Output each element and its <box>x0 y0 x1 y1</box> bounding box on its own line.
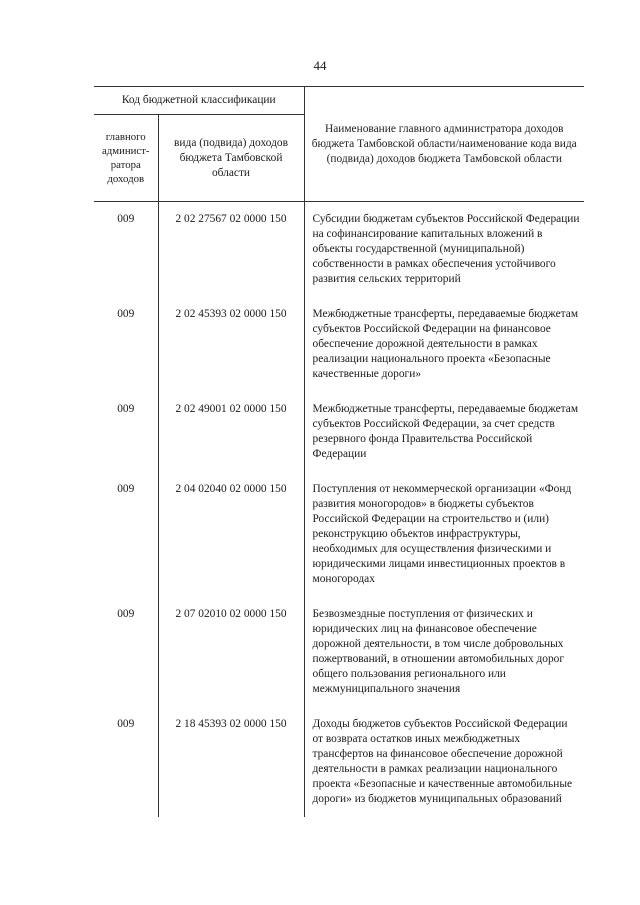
income-code-cell: 2 07 02010 02 0000 150 <box>158 597 304 707</box>
page-number: 44 <box>313 58 327 73</box>
header-name-column: Наименование главного администратора доходов бюджета Тамбовской области/наименование кода вида (подвида) доходов бюджета Тамбовской области <box>304 87 584 202</box>
admin-code-cell: 009 <box>94 472 158 597</box>
table-row <box>94 597 584 707</box>
header-admin-column: главного админист-ратора доходов <box>94 115 158 202</box>
header-classification-group: Код бюджетной классификации <box>94 87 304 115</box>
table-row <box>94 707 584 817</box>
table-row <box>94 202 584 298</box>
income-code-cell: 2 18 45393 02 0000 150 <box>158 707 304 817</box>
admin-code-cell: 009 <box>94 297 158 392</box>
description-cell: Поступления от некоммерческой организации «Фонд развития моногородов» в бюджеты субъектов Российской Федерации на строительство и (или) реконструкцию объектов инфраструктуры, необходимых для осуществления физическими и юридическими лицами инвестиционных проектов в моногородах <box>312 483 572 585</box>
table-row <box>94 472 584 597</box>
description-cell: Межбюджетные трансферты, передаваемые бюджетам субъектов Российской Федерации на финансовое обеспечение дорожной деятельности в рамках реализации национального проекта «Безопасные качественные дороги» <box>312 308 579 380</box>
header-row-top <box>94 87 584 115</box>
description-cell: Субсидии бюджетам субъектов Российской Федерации на софинансирование капитальных вложений в объекты государственной (муниципальной) собственности в рамках обеспечения устойчивого развития сельских территорий <box>312 213 580 285</box>
budget-classification-table <box>94 86 584 817</box>
admin-code-cell: 009 <box>94 202 158 298</box>
income-code-cell: 2 02 45393 02 0000 150 <box>158 297 304 392</box>
admin-code-cell: 009 <box>94 707 158 817</box>
table-row <box>94 392 584 472</box>
header-code-column: вида (подвида) доходов бюджета Тамбовской области <box>158 115 304 202</box>
income-code-cell: 2 02 49001 02 0000 150 <box>158 392 304 472</box>
description-cell: Безвозмездные поступления от физических и юридических лиц на финансовое обеспечение дорожной деятельности, в том числе добровольных пожертвований, в отношении автомобильных дорог общего пользования регионального или межмуниципального значения <box>312 608 565 695</box>
admin-code-cell: 009 <box>94 597 158 707</box>
description-cell: Доходы бюджетов субъектов Российской Федерации от возврата остатков иных межбюджетных трансфертов на финансовое обеспечение дорожной деятельности в рамках реализации национального проекта «Безопасные и качественные автомобильные дороги» из бюджетов муниципальных образований <box>312 718 573 805</box>
table-row <box>94 297 584 392</box>
income-code-cell: 2 04 02040 02 0000 150 <box>158 472 304 597</box>
description-cell: Межбюджетные трансферты, передаваемые бюджетам субъектов Российской Федерации, за счет средств резервного фонда Правительства Российской Федерации <box>312 403 579 460</box>
income-code-cell: 2 02 27567 02 0000 150 <box>158 202 304 298</box>
admin-code-cell: 009 <box>94 392 158 472</box>
